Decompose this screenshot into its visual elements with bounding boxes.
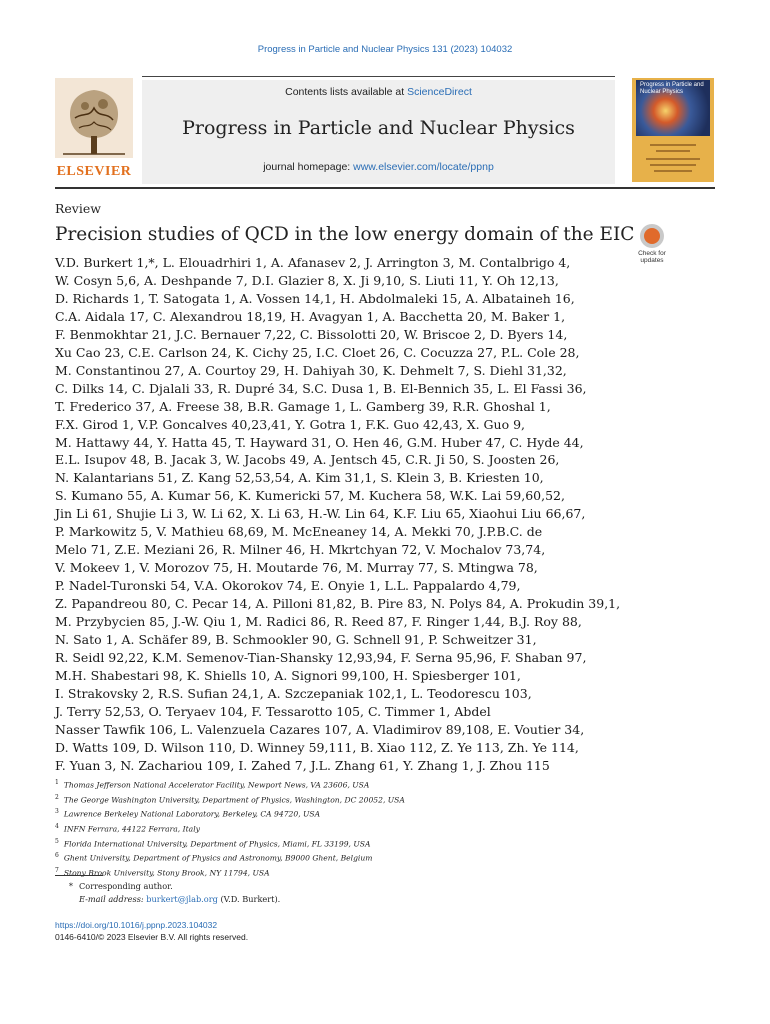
author-line: W. Cosyn 5,6, A. Deshpande 7, D.I. Glazier 8, X. Ji 9,10, S. Liuti 11, Y. Oh 12,13, [55, 272, 559, 288]
author-line: Melo 71, Z.E. Meziani 26, R. Milner 46, H. Mkrtchyan 72, V. Mochalov 73,74, [55, 542, 546, 558]
cover-text-line [646, 158, 700, 160]
author-line: M.H. Shabestari 98, K. Shiells 10, A. Signori 99,100, H. Spiesberger 101, [55, 667, 521, 683]
contents-availability [142, 86, 615, 98]
author-line: C.A. Aidala 17, C. Alexandrou 18,19, H. Avagyan 1, A. Bacchetta 20, M. Baker 1, [55, 308, 566, 324]
cover-title: Progress in Particle and Nuclear Physics [640, 82, 704, 95]
author-line: M. Przybycien 85, J.-W. Qiu 1, M. Radici 86, R. Reed 87, F. Ringer 1,44, B.J. Roy 88, [55, 614, 582, 630]
author-line: I. Strakovsky 2, R.S. Sufian 24,1, A. Szczepaniak 102,1, L. Teodorescu 103, [55, 685, 532, 701]
affiliation-text: Ghent University, Department of Physics and Astronomy, B9000 Ghent, Belgium [63, 853, 373, 863]
affiliation-item [55, 865, 615, 880]
author-line: E.L. Isupov 48, B. Jacak 3, W. Jacobs 49, A. Jentsch 45, C.R. Ji 50, S. Joosten 26, [55, 452, 560, 468]
check-for-updates-button[interactable] [632, 224, 672, 264]
affiliation-item [55, 792, 615, 807]
email-label: E-mail address: [79, 894, 144, 904]
doi-link[interactable]: https://doi.org/10.1016/j.ppnp.2023.104032 [55, 920, 218, 930]
footnote-rule [55, 875, 103, 876]
cover-text-line [650, 164, 696, 166]
author-line: Nasser Tawfik 106, L. Valenzuela Cazares 107, A. Vladimirov 89,108, E. Voutier 34, [55, 721, 585, 737]
author-line: N. Kalantarians 51, Z. Kang 52,53,54, A. Kim 31,1, S. Klein 3, B. Kriesten 10, [55, 470, 544, 486]
email-link[interactable]: burkert@jlab.org [146, 894, 218, 904]
author-line: Jin Li 61, Shujie Li 3, W. Li 62, X. Li 63, H.-W. Lin 64, K.F. Liu 65, Xiaohui Liu 66,67, [55, 506, 586, 522]
affiliation-item [55, 777, 615, 792]
cover-text-line [650, 144, 696, 146]
author-line: C. Dilks 14, C. Djalali 33, R. Dupré 34, S.C. Dusa 1, B. El-Bennich 35, L. El Fassi 36, [55, 380, 587, 396]
author-line: P. Markowitz 5, V. Mathieu 68,69, M. McEneaney 14, A. Mekki 70, J.P.B.C. de [55, 524, 543, 540]
author-line: N. Sato 1, A. Schäfer 89, B. Schmookler 90, G. Schnell 91, P. Schweitzer 31, [55, 632, 537, 648]
cover-text-line [654, 170, 692, 172]
publisher-logo-text: ELSEVIER [56, 164, 132, 179]
running-head[interactable]: Progress in Particle and Nuclear Physics 131 (2023) 104032 [257, 44, 513, 55]
affiliation-number: 7 [55, 866, 59, 874]
author-line: D. Richards 1, T. Satogata 1, A. Vossen 14,1, H. Abdolmaleki 15, A. Albataineh 16, [55, 290, 575, 306]
journal-homepage [142, 161, 615, 173]
author-line: F. Benmokhtar 21, J.C. Bernauer 7,22, C. Bissolotti 20, W. Briscoe 2, D. Byers 14, [55, 326, 568, 342]
author-line: S. Kumano 55, A. Kumar 56, K. Kumericki 57, M. Kuchera 58, W.K. Lai 59,60,52, [55, 488, 565, 504]
affiliation-item [55, 836, 615, 851]
author-line: F.X. Girod 1, V.P. Goncalves 40,23,41, Y. Gotra 1, F.K. Guo 42,43, X. Guo 9, [55, 416, 525, 432]
check-for-updates-label: Check for updates [638, 250, 666, 264]
affiliation-number: 5 [55, 837, 59, 845]
affiliation-text: INFN Ferrara, 44122 Ferrara, Italy [63, 824, 200, 834]
author-list [55, 254, 620, 775]
footnote-marker: * [68, 881, 73, 891]
author-line: R. Seidl 92,22, K.M. Semenov-Tian-Shansky 12,93,94, F. Serna 95,96, F. Shaban 97, [55, 649, 587, 665]
author-line: T. Frederico 37, A. Freese 38, B.R. Gamage 1, L. Gamberg 39, R.R. Ghoshal 1, [55, 398, 551, 414]
affiliation-list [55, 777, 615, 879]
journal-cover-thumbnail[interactable] [632, 78, 714, 182]
author-line: M. Constantinou 27, A. Courtoy 29, H. Dahiyah 30, K. Dehmelt 7, S. Diehl 31,32, [55, 362, 567, 378]
author-line: D. Watts 109, D. Wilson 110, D. Winney 59,111, B. Xiao 112, Z. Ye 113, Zh. Ye 114, [55, 739, 579, 755]
author-line: V. Mokeev 1, V. Morozov 75, H. Moutarde 76, M. Murray 77, S. Mtingwa 78, [55, 560, 538, 576]
affiliation-number: 1 [55, 779, 59, 786]
author-line: Z. Papandreou 80, C. Pecar 14, A. Pilloni 81,82, B. Pire 83, N. Polys 84, A. Prokudin 39,1, [55, 596, 621, 612]
affiliation-item [55, 806, 615, 821]
masthead-top-rule [142, 76, 615, 77]
check-for-updates-icon [640, 224, 664, 248]
corresponding-author-footnote [55, 880, 615, 906]
cover-text-line [656, 150, 690, 152]
affiliation-text: Stony Brook University, Stony Brook, NY 11794, USA [63, 868, 270, 878]
affiliation-text: Florida International University, Department of Physics, Miami, FL 33199, USA [63, 839, 371, 849]
affiliation-number: 3 [55, 808, 59, 816]
author-line: Xu Cao 23, C.E. Carlson 24, K. Cichy 25, I.C. Cloet 26, C. Cocuzza 27, P.L. Cole 28, [55, 344, 580, 360]
affiliation-number: 6 [55, 852, 59, 860]
affiliation-text: Thomas Jefferson National Accelerator Facility, Newport News, VA 23606, USA [63, 780, 370, 790]
affiliation-number: 4 [55, 822, 59, 830]
article-title: Precision studies of QCD in the low energy domain of the EIC [55, 224, 635, 245]
journal-title[interactable]: Progress in Particle and Nuclear Physics [182, 117, 575, 139]
affiliation-number: 2 [55, 793, 59, 801]
author-line: M. Hattawy 44, Y. Hatta 45, T. Hayward 31, O. Hen 46, G.M. Huber 47, C. Hyde 44, [55, 434, 584, 450]
masthead-bottom-rule [55, 187, 715, 189]
homepage-prefix: journal homepage: [263, 161, 354, 173]
article-type-label: Review [55, 201, 101, 216]
author-line: V.D. Burkert 1,*, L. Elouadrhiri 1, A. Afanasev 2, J. Arrington 3, M. Contalbrigo 4, [55, 255, 571, 270]
affiliation-text: Lawrence Berkeley National Laboratory, Berkeley, CA 94720, USA [63, 809, 321, 819]
affiliation-item [55, 821, 615, 836]
email-owner: (V.D. Burkert). [220, 894, 281, 904]
author-line: P. Nadel-Turonski 54, V.A. Okorokov 74, E. Onyie 1, L.L. Pappalardo 4,79, [55, 578, 521, 594]
affiliation-item [55, 850, 615, 865]
copyright-notice: 0146-6410/© 2023 Elsevier B.V. All rights reserved. [55, 932, 249, 942]
elsevier-tree-icon [55, 78, 133, 158]
affiliation-text: The George Washington University, Department of Physics, Washington, DC 20052, USA [63, 795, 405, 805]
sciencedirect-link[interactable]: ScienceDirect [407, 86, 472, 98]
author-line: F. Yuan 3, N. Zachariou 109, I. Zahed 7, J.L. Zhang 61, Y. Zhang 1, J. Zhou 115 [55, 757, 550, 773]
corresponding-author-label: Corresponding author. [79, 881, 173, 891]
author-line: J. Terry 52,53, O. Teryaev 104, F. Tessarotto 105, C. Timmer 1, Abdel [55, 703, 491, 719]
elsevier-logo[interactable] [55, 78, 133, 182]
contents-prefix: Contents lists available at [285, 86, 408, 98]
homepage-link[interactable]: www.elsevier.com/locate/ppnp [353, 161, 494, 173]
